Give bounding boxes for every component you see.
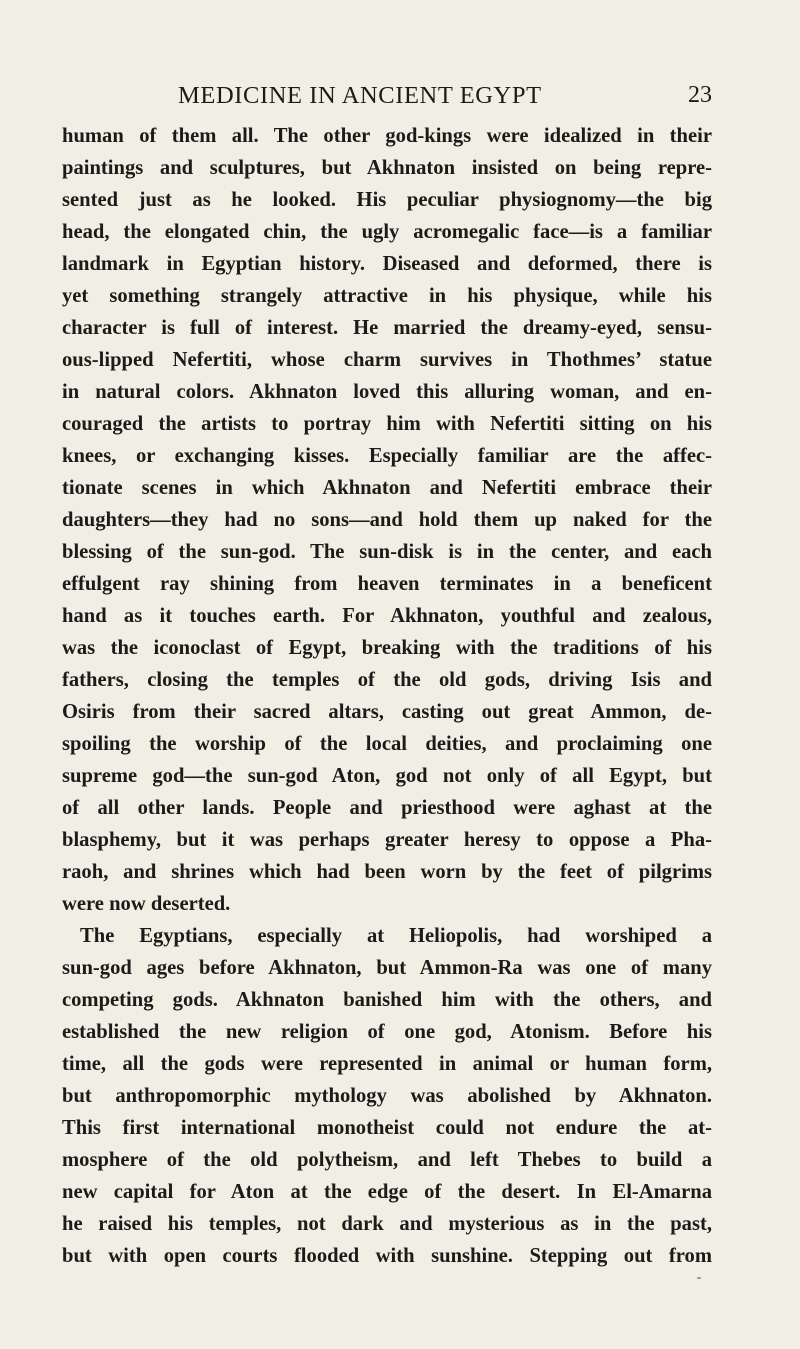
text-line: spoiling the worship of the local deities, and proclaiming one — [62, 733, 712, 755]
text-line: couraged the artists to portray him with Nefertiti sitting on his — [62, 413, 712, 435]
text-line: landmark in Egyptian history. Diseased and deformed, there is — [62, 253, 712, 275]
text-line: knees, or exchanging kisses. Especially familiar are the affec- — [62, 445, 712, 467]
text-line: but with open courts flooded with sunshine. Stepping out from — [62, 1245, 712, 1267]
text-line: effulgent ray shining from heaven terminates in a beneficent — [62, 573, 712, 595]
text-line: character is full of interest. He married the dreamy-eyed, sensu- — [62, 317, 712, 339]
text-line: daughters—they had no sons—and hold them up naked for the — [62, 509, 712, 531]
text-line: sun-god ages before Akhnaton, but Ammon-Ra was one of many — [62, 957, 712, 979]
text-line: established the new religion of one god, Atonism. Before his — [62, 1021, 712, 1043]
running-head — [148, 82, 712, 122]
text-line: of all other lands. People and priesthood were aghast at the — [62, 797, 712, 819]
text-line: blessing of the sun-god. The sun-disk is in the center, and each — [62, 541, 712, 563]
text-line: Osiris from their sacred altars, casting out great Ammon, de- — [62, 701, 712, 723]
paper-speck — [697, 1277, 701, 1279]
text-line: sented just as he looked. His peculiar physiognomy—the big — [62, 189, 712, 211]
page-number: 23 — [688, 82, 712, 108]
text-line: This first international monotheist could not endure the at- — [62, 1117, 712, 1139]
text-line: he raised his temples, not dark and mysterious as in the past, — [62, 1213, 712, 1235]
text-line: tionate scenes in which Akhnaton and Nefertiti embrace their — [62, 477, 712, 499]
text-line: mosphere of the old polytheism, and left Thebes to build a — [62, 1149, 712, 1171]
text-line: human of them all. The other god-kings were idealized in their — [62, 125, 712, 147]
text-line: paintings and sculptures, but Akhnaton insisted on being repre- — [62, 157, 712, 179]
text-line: blasphemy, but it was perhaps greater heresy to oppose a Pha- — [62, 829, 712, 851]
text-line: new capital for Aton at the edge of the desert. In El-Amarna — [62, 1181, 712, 1203]
paragraph-start-line: The Egyptians, especially at Heliopolis, had worshiped a — [80, 925, 712, 947]
text-line: competing gods. Akhnaton banished him with the others, and — [62, 989, 712, 1011]
text-line: supreme god—the sun-god Aton, god not only of all Egypt, but — [62, 765, 712, 787]
text-line: fathers, closing the temples of the old gods, driving Isis and — [62, 669, 712, 691]
text-line: time, all the gods were represented in animal or human form, — [62, 1053, 712, 1075]
text-line: in natural colors. Akhnaton loved this alluring woman, and en- — [62, 381, 712, 403]
text-line: head, the elongated chin, the ugly acromegalic face—is a familiar — [62, 221, 712, 243]
text-line: but anthropomorphic mythology was abolished by Akhnaton. — [62, 1085, 712, 1107]
paragraph-end-line: were now deserted. — [62, 893, 231, 915]
text-line: hand as it touches earth. For Akhnaton, youthful and zealous, — [62, 605, 712, 627]
text-line: yet something strangely attractive in his physique, while his — [62, 285, 712, 307]
text-line: raoh, and shrines which had been worn by the feet of pilgrims — [62, 861, 712, 883]
body-text — [62, 120, 712, 1272]
text-line: was the iconoclast of Egypt, breaking with the traditions of his — [62, 637, 712, 659]
running-head-title: MEDICINE IN ANCIENT EGYPT — [178, 82, 542, 109]
text-line: ous-lipped Nefertiti, whose charm survives in Thothmes’ statue — [62, 349, 712, 371]
